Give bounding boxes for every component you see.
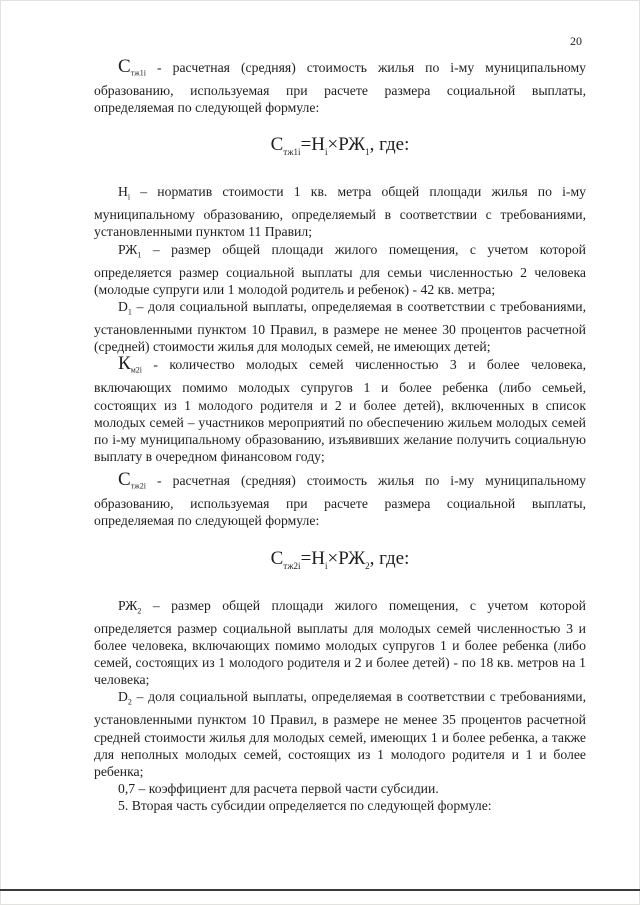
- document-body: [94, 58, 586, 815]
- paragraph-d1-definition: [94, 298, 586, 355]
- term-lead: РЖ: [118, 241, 138, 257]
- paragraph-coefficient: 0,7 – коэффициент для расчета первой части субсидии.: [118, 781, 439, 797]
- paragraph-h-definition: [94, 183, 586, 240]
- symbol-k: К: [118, 353, 131, 375]
- paragraph-text: - расчетная (средняя) стоимость жилья по i-му муниципальному образованию, используемая при расчете размера социальной выплаты, определяемая по следующей формуле:: [94, 473, 586, 529]
- term-subscript: 1: [127, 307, 132, 317]
- paragraph-km-definition: [94, 355, 586, 465]
- term-lead: РЖ: [118, 597, 138, 613]
- paragraph-text: – размер общей площади жилого помещения, с учетом которой определяется размер социальной выплаты для молодых семей численностью 3 и более человека, включающих помимо молодых супругов 1 и более ребенка (либо семей, состоящих из 1 молодого родителя и 2 и более детей) - по 18 кв. метров на 1 человека;: [94, 597, 586, 688]
- paragraph-item-5: 5. Вторая часть субсидии определяется по следующей формуле:: [118, 798, 492, 814]
- formula-lhs-subscript: тж1i: [283, 147, 301, 158]
- paragraph-rzh1-definition: [94, 241, 586, 298]
- paragraph-text: - количество молодых семей численностью 3 и более человека, включающих помимо молодых супругов 1 и более ребенка (либо семьей, состоящих из 1 молодого родителя и 2 и более детей), включенных в список молодых семей – участников мероприятий по обеспечению жильем молодых семей по i-му муниципальному образованию, изъявивших желание получить социальную выплату в очередном финансовом году;: [94, 357, 586, 465]
- term-subscript: 1: [137, 250, 142, 260]
- term-lead: Н: [118, 184, 128, 200]
- formula-tail: , где:: [369, 547, 410, 569]
- page-number: 20: [570, 34, 582, 48]
- formula-h-subscript: i: [325, 560, 328, 571]
- paragraph-ctzh2-definition: [94, 471, 586, 529]
- formula-rzh-subscript: 2: [365, 560, 370, 571]
- symbol-c: С: [118, 469, 131, 491]
- symbol-subscript: м2i: [130, 366, 142, 376]
- formula-tail: , где:: [369, 134, 410, 156]
- paragraph-rzh2-definition: [94, 597, 586, 689]
- formula-lhs: С: [270, 134, 284, 156]
- formula-times-rzh: ×РЖ: [327, 134, 366, 156]
- paragraph-text: – норматив стоимости 1 кв. метра общей площади жилья по i-му муниципальному образованию, определяемый в соответствии с требованиями, установленными пунктом 11 Правил;: [94, 184, 586, 240]
- formula-lhs-subscript: тж2i: [283, 560, 301, 571]
- paragraph-text: – доля социальной выплаты, определяемая в соответствии с требованиями, установленными пунктом 10 Правил, в размере не менее 35 процентов расчетной средней стоимости жилья для молодых семей, имеющих 1 и более ребенка, а также для неполных молодых семей, состоящих из 1 молодого родителя и 1 и более ребенка;: [94, 689, 586, 779]
- scan-bottom-edge: [0, 889, 640, 891]
- paragraph-ctzh1-definition: [94, 58, 586, 116]
- formula-h-subscript: i: [325, 147, 328, 158]
- formula-equals-h: =Н: [300, 134, 325, 156]
- formula-lhs: С: [270, 547, 284, 569]
- term-subscript: 2: [127, 698, 132, 708]
- formula-rzh-subscript: 1: [365, 147, 370, 158]
- formula-equals-h: =Н: [300, 547, 325, 569]
- formula-ctzh1: [94, 136, 586, 161]
- paragraph-d2-definition: [94, 688, 586, 780]
- term-subscript: i: [127, 193, 131, 203]
- symbol-c: С: [118, 56, 131, 77]
- symbol-subscript: тж2i: [130, 482, 147, 492]
- symbol-subscript: тж1i: [130, 68, 147, 78]
- formula-ctzh2: [94, 547, 586, 575]
- term-lead: D: [118, 299, 128, 315]
- paragraph-text: – размер общей площади жилого помещения, с учетом которой определяется размер социальной выплаты для семьи численностью 2 человека (молодые супруги или 1 молодой родитель и ребенок) - 42 кв. метра;: [94, 241, 586, 297]
- term-lead: D: [118, 689, 128, 705]
- paragraph-text: - расчетная (средняя) стоимость жилья по i-му муниципальному образованию, используемая при расчете размера социальной выплаты, определяемая по следующей формуле:: [94, 60, 586, 116]
- formula-times-rzh: ×РЖ: [327, 547, 366, 569]
- paragraph-text: – доля социальной выплаты, определяемая в соответствии с требованиями, установленными пунктом 10 Правил, в размере не менее 30 процентов расчетной (средней) стоимости жилья для молодых семей, не имеющих детей;: [94, 299, 586, 355]
- term-subscript: 2: [137, 606, 142, 616]
